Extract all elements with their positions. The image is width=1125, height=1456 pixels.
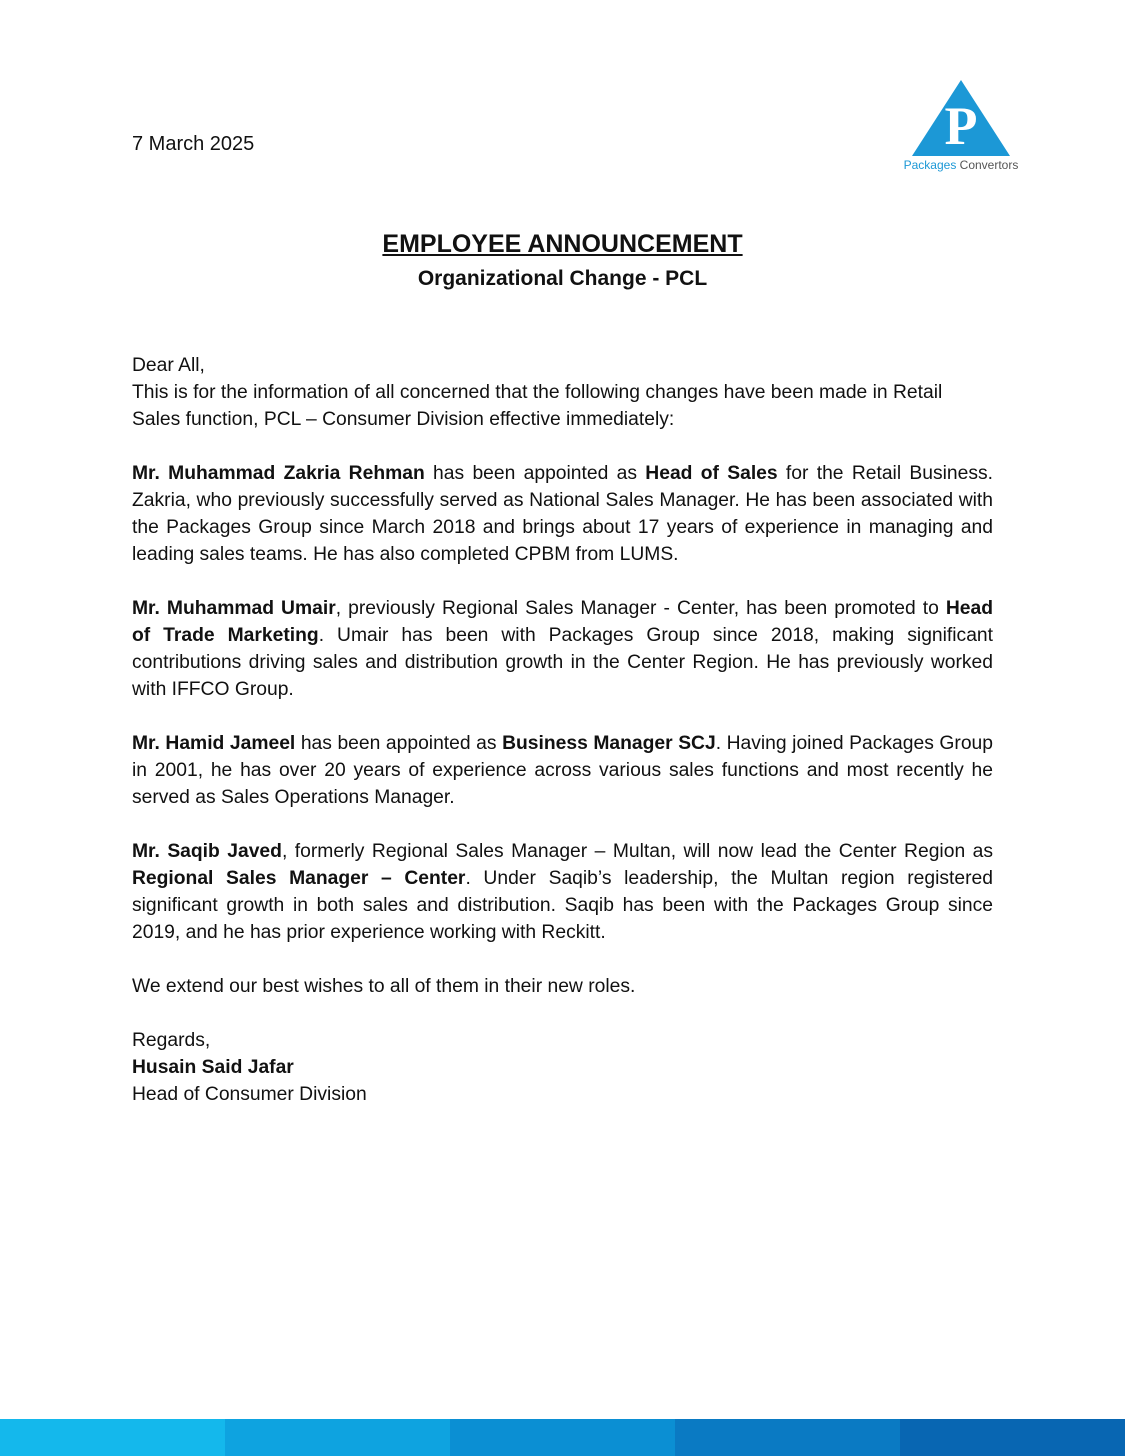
announcement-paragraph-2: Mr. Muhammad Umair, previously Regional Sales Manager - Center, has been promoted to Head of Trade Marketing. Umair has been with Packages Group since 2018, making significant contributions driving sales and distribution growth in the Center Region. He has previously worked with IFFCO Group. — [132, 598, 994, 700]
person-role: Head of Sales — [645, 463, 778, 484]
signatory-title: Head of Consumer Division — [132, 1084, 367, 1105]
announcement-title: EMPLOYEE ANNOUNCEMENT — [382, 230, 743, 258]
person-role: Business Manager SCJ — [502, 733, 716, 754]
announcement-subtitle: Organizational Change - PCL — [417, 267, 708, 290]
closing-line: We extend our best wishes to all of them in their new roles. — [132, 976, 636, 997]
person-name: Mr. Hamid Jameel — [132, 733, 296, 754]
greeting: Dear All, — [132, 355, 205, 376]
footer-segment — [675, 1419, 900, 1456]
person-role: Head of Trade Marketing — [132, 598, 993, 646]
signatory-name: Husain Said Jafar — [132, 1057, 294, 1078]
svg-text:P: P — [944, 96, 978, 156]
announcement-paragraph-1: Mr. Muhammad Zakria Rehman has been appointed as Head of Sales for the Retail Business. Zakria, who previously successfully served as National Sales Manager. He has been associated with the Packages Group since March 2018 and brings about 17 years of experience in managing and leading sales teams. He has also completed CPBM from LUMS. — [132, 463, 994, 565]
logo-triangle-icon — [898, 78, 1024, 158]
letter-date: 7 March 2025 — [132, 133, 255, 155]
footer-segment — [225, 1419, 450, 1456]
footer-segment — [450, 1419, 675, 1456]
letter-body — [132, 352, 993, 1108]
announcement-paragraph-3: Mr. Hamid Jameel has been appointed as Business Manager SCJ. Having joined Packages Group in 2001, he has over 20 years of experience across various sales functions and most recently he served as Sales Operations Manager. — [132, 733, 993, 808]
footer-segment — [900, 1419, 1125, 1456]
footer-color-bar — [0, 1419, 1125, 1456]
person-name: Mr. Muhammad Umair — [132, 598, 336, 619]
regards: Regards, — [132, 1030, 211, 1051]
company-logo — [898, 78, 1024, 178]
footer-segment — [0, 1419, 225, 1456]
person-role: Regional Sales Manager – Center — [132, 868, 466, 889]
intro-paragraph: This is for the information of all concerned that the following changes have been made in Retail Sales function, PCL – Consumer Division effective immediately: — [132, 382, 943, 430]
person-name: Mr. Muhammad Zakria Rehman — [132, 463, 425, 484]
logo-wordmark: Packages Convertors — [903, 158, 1019, 172]
person-name: Mr. Saqib Javed — [132, 841, 282, 862]
announcement-paragraph-4: Mr. Saqib Javed, formerly Regional Sales Manager – Multan, will now lead the Center Region as Regional Sales Manager – Center. Under Saqib’s leadership, the Multan region registered significant growth in both sales and distribution. Saqib has been with the Packages Group since 2019, and he has prior experience working with Reckitt. — [132, 841, 993, 943]
